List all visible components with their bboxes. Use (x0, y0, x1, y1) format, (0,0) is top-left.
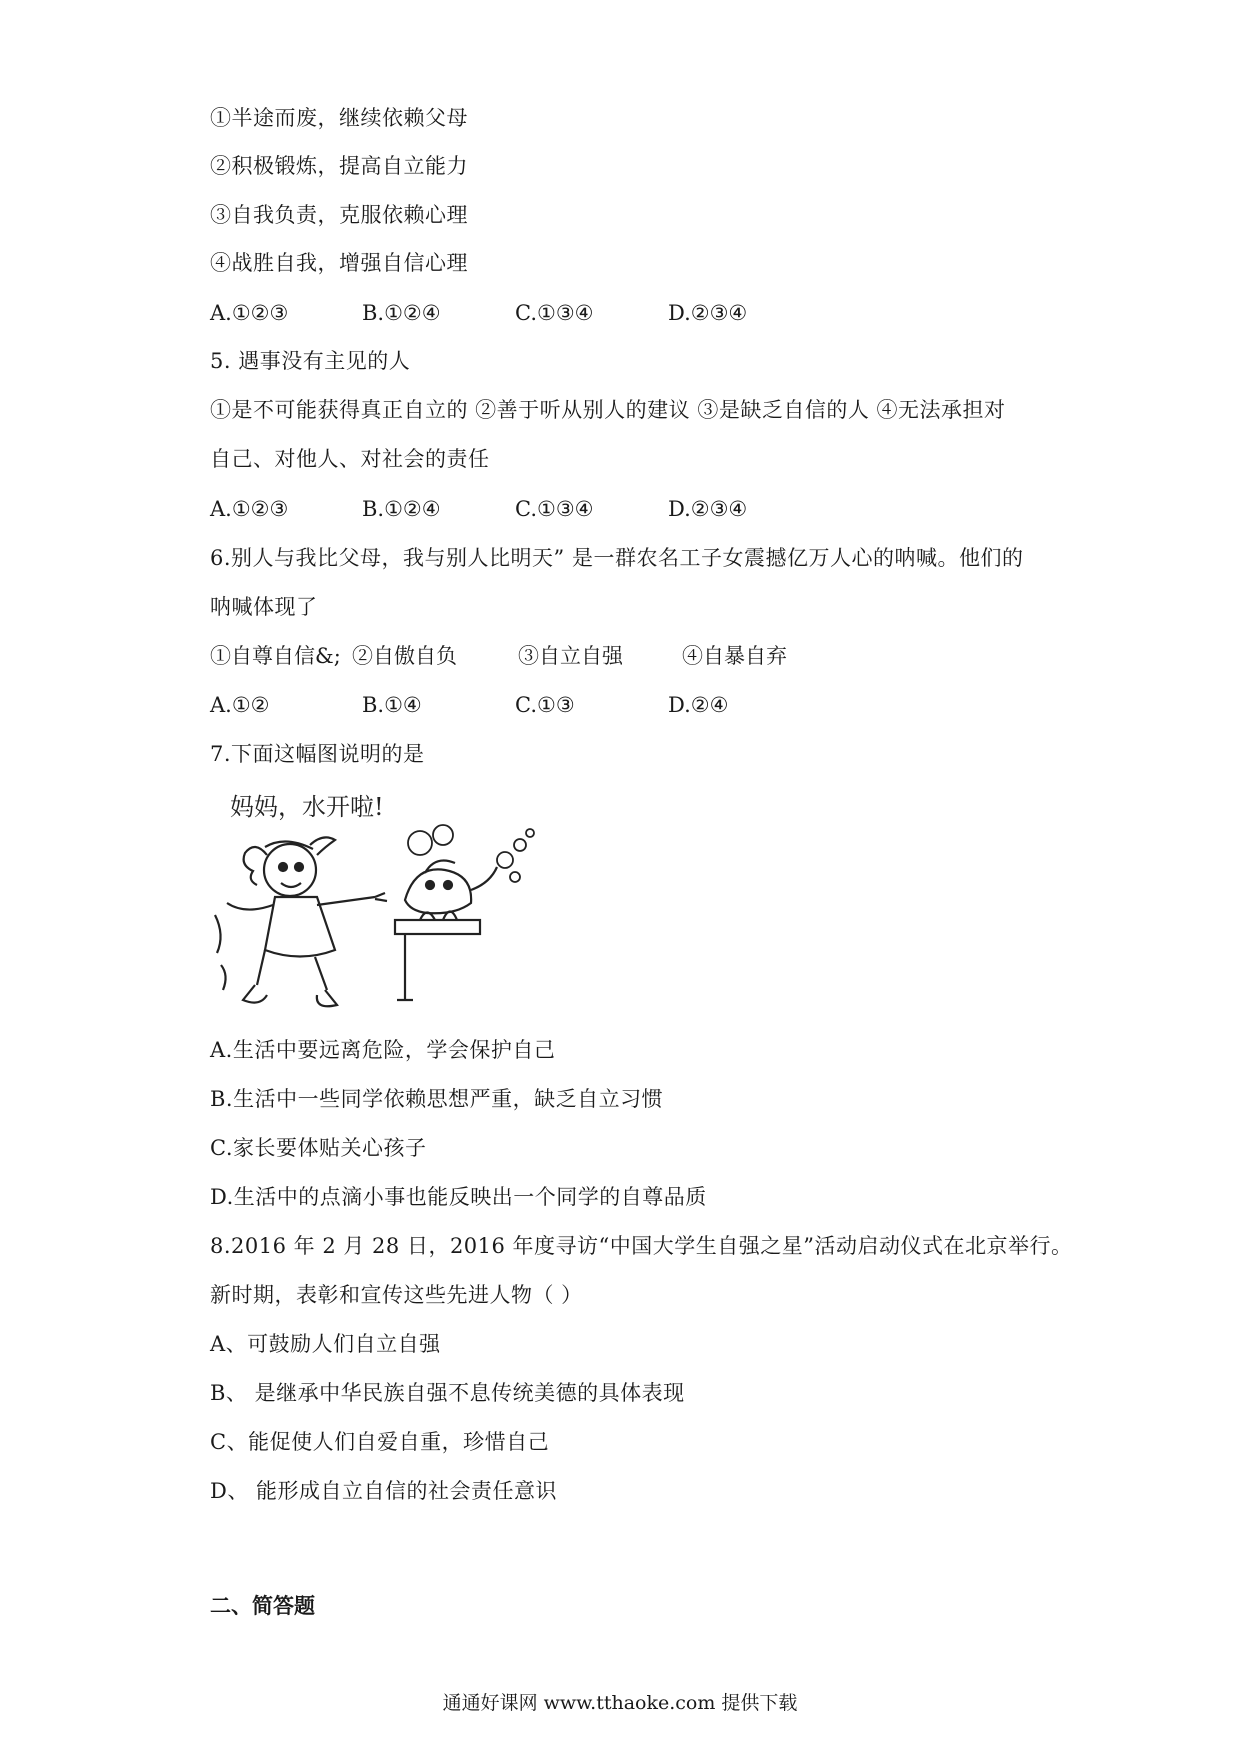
cartoon-drawing (205, 785, 545, 1030)
q4-item-1: ①半途而废，继续依赖父母 (210, 106, 468, 130)
q8-option-a: A、可鼓励人们自立自强 (210, 1332, 441, 1356)
q4-option-c: C.①③④ (515, 301, 594, 325)
q4-option-a: A.①②③ (210, 301, 289, 325)
q5-option-d: D.②③④ (668, 497, 748, 521)
cartoon-image (205, 785, 545, 1030)
q6-stem-line-2: 呐喊体现了 (210, 595, 318, 619)
cartoon-caption: 妈妈，水开啦! (230, 793, 384, 821)
kettle (405, 861, 497, 914)
q6-option-d: D.②④ (668, 693, 729, 717)
q6-stem-line-1: 6.别人与我比父母，我与别人比明天” 是一群农名工子女震撼亿万人心的呐喊。他们的 (210, 546, 1024, 570)
q5-option-c: C.①③④ (515, 497, 594, 521)
q7-option-b: B.生活中一些同学依赖思想严重，缺乏自立习惯 (210, 1087, 664, 1111)
stove (395, 912, 480, 1001)
q7-option-c: C.家长要体贴关心孩子 (210, 1136, 427, 1160)
q8-option-c: C、能促使人们自爱自重，珍惜自己 (210, 1430, 550, 1454)
q6-option-c: C.①③ (515, 693, 575, 717)
q4-item-3: ③自我负责，克服依赖心理 (210, 203, 468, 227)
q7-option-d: D.生活中的点滴小事也能反映出一个同学的自尊品质 (210, 1185, 707, 1209)
q4-item-4: ④战胜自我，增强自信心理 (210, 251, 468, 275)
q5-choices-line-2: 自己、对他人、对社会的责任 (210, 447, 490, 471)
steam-clouds (408, 825, 534, 882)
q8-stem-line-2: 新时期，表彰和宣传这些先进人物（ ） (210, 1283, 583, 1307)
q5-option-a: A.①②③ (210, 497, 289, 521)
q8-option-d: D、 能形成自立自信的社会责任意识 (210, 1479, 558, 1503)
q5-option-b: B.①②④ (362, 497, 441, 521)
q4-item-2: ②积极锻炼，提高自立能力 (210, 154, 468, 178)
q8-stem-line-1: 8.2016 年 2 月 28 日，2016 年度寻访“中国大学生自强之星”活动启动仪式在北京举行。 (210, 1234, 1073, 1258)
q7-stem: 7.下面这幅图说明的是 (210, 742, 425, 766)
q7-option-a: A.生活中要远离危险，学会保护自己 (210, 1038, 556, 1062)
section-heading: 二、简答题 (210, 1594, 315, 1618)
q8-option-b: B、 是继承中华民族自强不息传统美德的具体表现 (210, 1381, 685, 1405)
q4-option-d: D.②③④ (668, 301, 748, 325)
q6-item-4: ④自暴自弃 (682, 644, 787, 668)
q6-item-1: ①自尊自信&; (210, 644, 341, 668)
q5-stem: 5. 遇事没有主见的人 (210, 349, 411, 373)
footer-text: 通通好课网 www.tthaoke.com 提供下载 (442, 1692, 798, 1714)
q6-item-3: ③自立自强 (518, 644, 623, 668)
q5-choices-line-1: ①是不可能获得真正自立的 ②善于听从别人的建议 ③是缺乏自信的人 ④无法承担对 (210, 398, 1006, 422)
q6-item-2: ②自傲自负 (352, 644, 457, 668)
girl-figure (215, 837, 387, 1006)
q4-option-b: B.①②④ (362, 301, 441, 325)
q6-option-b: B.①④ (362, 693, 422, 717)
q6-option-a: A.①② (210, 693, 270, 717)
